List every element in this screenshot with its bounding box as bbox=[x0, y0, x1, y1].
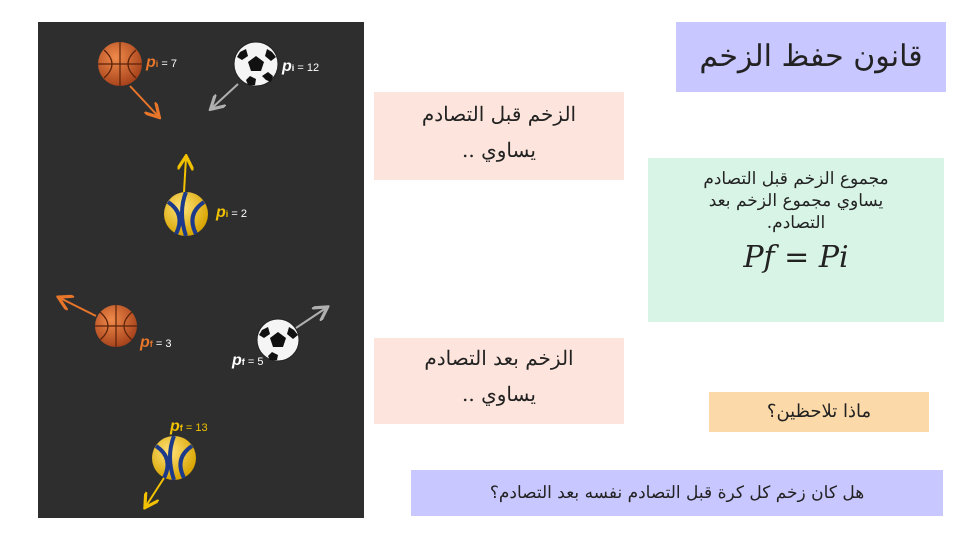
volleyball-momentum-before: pi = 2 bbox=[216, 204, 247, 221]
volleyball-icon-after bbox=[152, 436, 196, 480]
law-line3: التصادم. bbox=[766, 213, 826, 233]
momentum-before-line1: الزخم قبل التصادم bbox=[421, 102, 577, 126]
basketball-momentum-before: pi = 7 bbox=[146, 54, 177, 71]
soccer-arrow-before bbox=[212, 84, 238, 108]
soccer-ball-icon bbox=[234, 42, 278, 86]
basketball-icon bbox=[98, 42, 142, 86]
law-line2: يساوي مجموع الزخم بعد bbox=[708, 191, 884, 211]
law-line1: مجموع الزخم قبل التصادم bbox=[703, 169, 889, 189]
volleyball-momentum-after: pf = 13 bbox=[170, 418, 208, 435]
basketball-arrow-before bbox=[130, 86, 158, 116]
conservation-law-box bbox=[648, 158, 944, 322]
momentum-after-box bbox=[374, 338, 624, 424]
soccer-momentum-after: pf = 5 bbox=[232, 352, 264, 369]
basketball-arrow-after bbox=[60, 298, 96, 316]
momentum-before-line2: يساوي .. bbox=[462, 138, 536, 162]
momentum-equation: Pf = Pi bbox=[743, 240, 849, 275]
page-title: قانون حفظ الزخم bbox=[676, 22, 946, 92]
momentum-before-box bbox=[374, 92, 624, 180]
question-each-ball: هل كان زخم كل كرة قبل التصادم نفسه بعد التصادم؟ bbox=[411, 470, 943, 516]
momentum-after-line2: يساوي .. bbox=[462, 382, 536, 406]
volleyball-arrow-before bbox=[184, 158, 186, 192]
momentum-after-line1: الزخم بعد التصادم bbox=[424, 346, 574, 370]
volleyball-arrow-after bbox=[146, 478, 164, 506]
basketball-icon-after bbox=[95, 305, 137, 347]
soccer-arrow-after bbox=[296, 308, 326, 328]
volleyball-icon bbox=[164, 192, 208, 236]
basketball-momentum-after: pf = 3 bbox=[140, 334, 172, 351]
question-what-notice: ماذا تلاحظين؟ bbox=[709, 392, 929, 432]
soccer-momentum-before: pi = 12 bbox=[282, 58, 320, 75]
